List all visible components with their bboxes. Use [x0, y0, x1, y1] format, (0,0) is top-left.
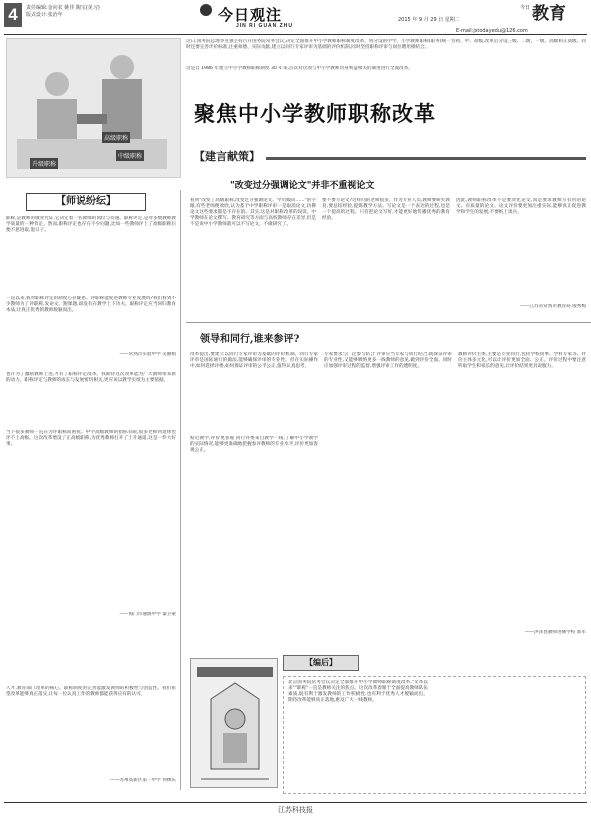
logo-small: 今日: [519, 5, 530, 11]
email: E-mail:jstodayedu@126.com: [456, 28, 528, 34]
editor-line1: 责任编辑:金向农 姚佳 陶宝(见习): [26, 5, 100, 11]
article1-col2: 要不要写论文?这样问的老师很多。作为专业人员,教师要研究教育,要总结经验,提炼教学方法。写论文是一个表达的过程,也是一个提高的过程。只有把论文写好,才能更好地传播优秀的教育经验。: [322, 198, 450, 222]
divider-rule: [186, 322, 591, 323]
column-divider: [180, 190, 181, 790]
bianhou-text: 北京国务院常务会议决定全面推开中小学教师职称制度改革,"文革以来""职称"一直是教师关注的焦点。这次改革着眼于全面提高教师队伍素质,既有利于激发教师的工作积极性,也有利于优秀人才脱颖而出。期待改革能够真正落地,惠及广大一线教师。: [288, 680, 428, 704]
article2-col2: 专家要求与广泛参与结合 评审应当专家与同行结合,既保证评审的专业性,又能够吸纳更多一线教师的意见,做到评价全面。同时应加强评审过程的监督,增强评审工作的透明度。: [324, 352, 452, 370]
cartoon-image: [190, 658, 278, 788]
main-title: 聚焦中小学教师职称改革: [194, 102, 436, 126]
column-pinyin: JIN RI GUAN ZHU: [236, 23, 293, 29]
header-rule: [4, 34, 587, 35]
issue-date: 2015 年 9 月 29 日 星期二: [398, 17, 460, 23]
caption-center: 中级职称: [116, 150, 144, 161]
subtitle-1: "改变过分强调论文"并非不重视论文: [230, 181, 375, 191]
article2-signature: ——洪泽县教师进修学校 郭军: [524, 630, 586, 635]
article2-col1: 改革提出,要建立以同行专家评审为基础的评价机制。同行专家评审是国际通行的做法,能够确保评审的专业性。但在实际操作中,如何选择评委,如何保证评审的公平公正,值得认真思考。: [190, 352, 318, 370]
left-para-c: 也许为了激励教师上进,才有了职称评定改革。我期待这次改革能为广大教师带来新的动力。职称评定与教师的成长与发展密切相关,更应该以教学实绩为主要依据。: [6, 372, 176, 384]
article2-col1b: 贴近教学,评价更客观 同行评委来自教学一线,了解中小学教学的实际情况,能够更准确地把握参评教师的专业水平,评价更加客观公正。: [190, 436, 318, 454]
article1-col1: 看到"改变了高级职称,改变过分强调论文、学历倾向……"的字眼,有些老师便欢欣,认为基于中学职称评审一是取消论文,仿佛论文这些要求都是不存在的。其实,这是对职称改革的误读。中学教师在论文撰写、教育研究等方面与高校教师存在差异,但是不是说中小学教师就可以不写论文、不做研究了。: [190, 198, 316, 228]
section-bar: [266, 157, 586, 160]
column-title: 今日观注: [218, 6, 283, 24]
left-para-a: 职称,是教师的敬业凭证,它决定着一名教师的岗位与待遇。职称评定,是对多数教师教学质量的一种肯定。然而,职称评定也存在不少问题,比如一些教师评上了高级职称后便不思进取,混日子。: [6, 216, 176, 234]
section-jianyan: 【建言献策】: [194, 150, 260, 163]
left-signature-3: ——苏州高新区第一中学 何林庆: [110, 778, 176, 783]
editor-info: [26, 5, 226, 19]
section-shishuo: 【师说纷纭】: [26, 193, 146, 211]
section-bianhou: 【编后】: [283, 655, 359, 671]
editor-line2: 版式设计:张治年: [26, 12, 63, 18]
article2-col3: 教师评价主体,主要是专业同行,包括学校同事、学科专家等。评价主体多元化,可以让评价更加全面、公正。评价过程中要注意听取学生和家长的意见,让评价结果更具说服力。: [458, 352, 586, 370]
page-number: 4: [4, 3, 22, 27]
left-para-d: 当下很多教师一直在为评职称而困扰。中学高级教师的指标有限,很多老师到退休也评不上高级。这次改革增设了正高级职称,为优秀教师打开了上升通道,这是一件大好事。: [6, 430, 176, 448]
footer-rule: [4, 802, 587, 803]
left-signature-1: ——常熟市实验中学 吴丽娟: [119, 352, 176, 357]
caption-top: 高级职称: [102, 132, 130, 143]
caption-left: 升级职称: [30, 158, 58, 169]
footer: 江苏科技报: [278, 806, 313, 814]
left-signature-2: ——海门市通源中学 秦卫蒙: [119, 612, 176, 617]
intro-text-2: 这是自 1986 年建立中小学教师职称制度 30 年来,首次对这项与中小学教师切身利益相关的制度进行全面改革。: [186, 66, 413, 71]
column-icon: [200, 4, 212, 16]
article1-col3: 因此,教师职称改革不是要淡化论文,而是要求教师写有用的论文、有质量的论文。论文评价要更加注重实际,能够真正促进教学和学生的发展,不要纸上谈兵。: [456, 198, 586, 216]
illustration: [6, 38, 181, 178]
left-para-b: 一直以来,我对职称评定的制度心存疑惑。评职称能促进教师专业发展吗?我们看到不少教师为了评职称,发论文、跑课题,却没有在教学上下功夫。职称评定应当回归教育本质,让真正优秀的教师脱颖而出。: [6, 296, 176, 314]
logo: 教育: [532, 4, 566, 24]
intro-text: 这日,国务院总理李克强主持召开国务院常务会议,决定全面推开中小学教师职称制度改革。将分设的中学、小学教师职称(职务)统一为初、中、高级,改革后分设三级、二级、一级、高级和正高级。同时还要完善评价标准,注重师德、实际贡献,建立以同行专家评审为基础的评价机制,同时坚持职称评审与岗位聘用相结合。: [186, 39, 586, 51]
article1-signature: ——江苏省常熟市教育局 殷秀梅: [520, 304, 586, 309]
left-para-e: 人才,教育部门改革的核心。职称制度的完善能激发教师的积极性与创造性。我们希望改革能够真正落实,让每一位认真工作的教师都能获得应有的认可。: [6, 686, 176, 698]
subtitle-2: 领导和同行,谁来参评?: [200, 334, 300, 345]
